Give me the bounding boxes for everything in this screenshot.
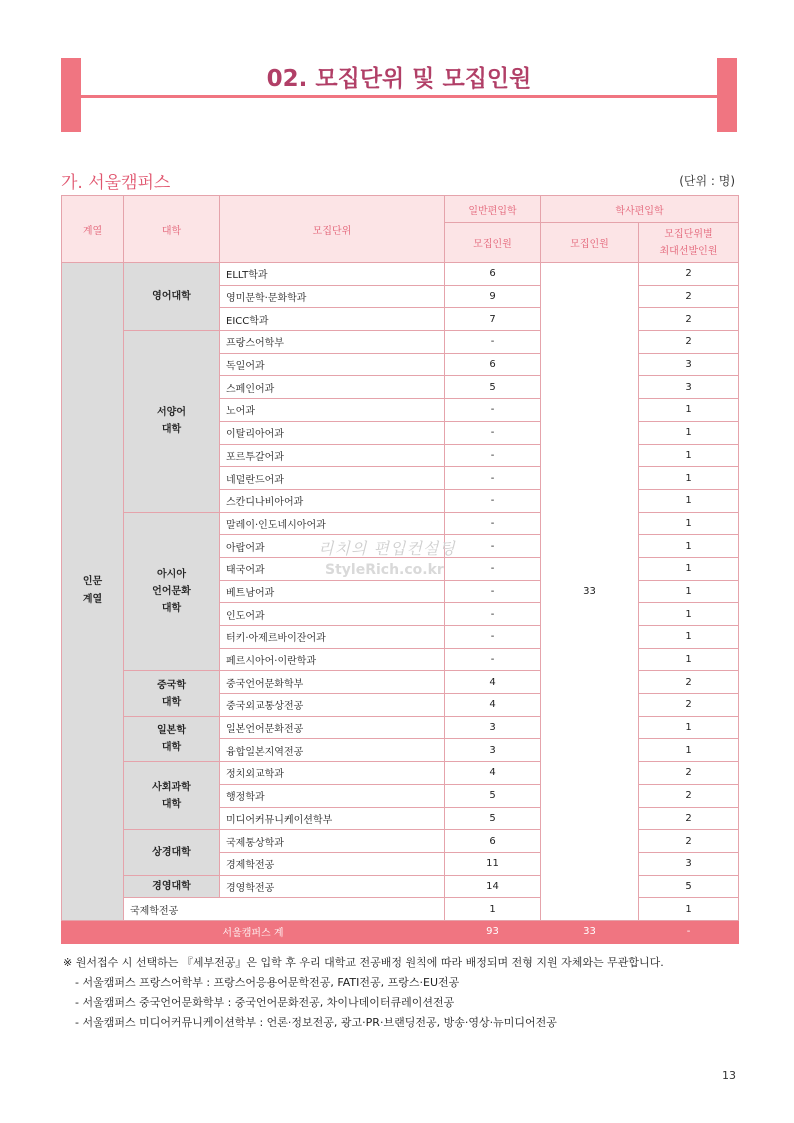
bachelor-quota-cell: 33 bbox=[541, 263, 639, 921]
department-cell: 행정학과 bbox=[220, 784, 445, 807]
general-quota-cell: - bbox=[445, 535, 541, 558]
general-quota-cell: - bbox=[445, 421, 541, 444]
max-selection-cell: 2 bbox=[639, 285, 739, 308]
max-selection-cell: 2 bbox=[639, 830, 739, 853]
general-quota-cell: 3 bbox=[445, 716, 541, 739]
header-category: 계열 bbox=[62, 196, 124, 263]
department-cell: 스칸디나비아어과 bbox=[220, 489, 445, 512]
department-cell: 태국어과 bbox=[220, 557, 445, 580]
max-selection-cell: 5 bbox=[639, 875, 739, 898]
max-selection-cell: 1 bbox=[639, 603, 739, 626]
department-cell: 융합일본지역전공 bbox=[220, 739, 445, 762]
max-selection-cell: 1 bbox=[639, 626, 739, 649]
max-selection-cell: 2 bbox=[639, 762, 739, 785]
general-quota-cell: 5 bbox=[445, 784, 541, 807]
general-quota-cell: 9 bbox=[445, 285, 541, 308]
total-max: - bbox=[639, 920, 739, 943]
watermark-url: StyleRich.co.kr bbox=[325, 562, 444, 578]
department-cell: 국제통상학과 bbox=[220, 830, 445, 853]
college-cell: 중국학 대학 bbox=[124, 671, 220, 716]
max-selection-cell: 2 bbox=[639, 671, 739, 694]
general-quota-cell: 14 bbox=[445, 875, 541, 898]
total-row bbox=[62, 920, 739, 943]
college-cell: 상경대학 bbox=[124, 830, 220, 875]
general-quota-cell: 7 bbox=[445, 308, 541, 331]
general-quota-cell: 4 bbox=[445, 694, 541, 717]
max-selection-cell: 1 bbox=[639, 399, 739, 422]
max-selection-cell: 2 bbox=[639, 331, 739, 354]
general-quota-cell: 6 bbox=[445, 353, 541, 376]
department-cell: 터키·아제르바이잔어과 bbox=[220, 626, 445, 649]
general-quota-cell: - bbox=[445, 557, 541, 580]
department-cell: 노어과 bbox=[220, 399, 445, 422]
department-cell: 경제학전공 bbox=[220, 852, 445, 875]
general-quota-cell: - bbox=[445, 580, 541, 603]
category-cell: 인문 계열 bbox=[62, 263, 124, 921]
max-selection-cell: 2 bbox=[639, 263, 739, 286]
department-cell: 말레이·인도네시아어과 bbox=[220, 512, 445, 535]
max-selection-cell: 1 bbox=[639, 716, 739, 739]
general-quota-cell: - bbox=[445, 444, 541, 467]
max-selection-cell: 1 bbox=[639, 739, 739, 762]
total-label: 서울캠퍼스 계 bbox=[62, 920, 445, 943]
max-selection-cell: 1 bbox=[639, 535, 739, 558]
department-cell: 포르투갈어과 bbox=[220, 444, 445, 467]
general-quota-cell: - bbox=[445, 331, 541, 354]
general-quota-cell: - bbox=[445, 399, 541, 422]
general-quota-cell: - bbox=[445, 489, 541, 512]
department-cell: 스페인어과 bbox=[220, 376, 445, 399]
department-cell: EICC학과 bbox=[220, 308, 445, 331]
general-quota-cell: 4 bbox=[445, 671, 541, 694]
college-cell: 서양어 대학 bbox=[124, 331, 220, 513]
general-quota-cell: 3 bbox=[445, 739, 541, 762]
header-bachelor: 학사편입학 bbox=[541, 196, 739, 223]
note-item: - 서울캠퍼스 중국언어문화학부 : 중국언어문화전공, 차이나데이터큐레이션전공 bbox=[75, 996, 455, 1009]
section-title: 가. 서울캠퍼스 bbox=[61, 173, 171, 193]
general-quota-cell: 6 bbox=[445, 263, 541, 286]
max-selection-cell: 1 bbox=[639, 444, 739, 467]
college-cell: 사회과학 대학 bbox=[124, 762, 220, 830]
general-quota-cell: 4 bbox=[445, 762, 541, 785]
max-selection-cell: 1 bbox=[639, 557, 739, 580]
department-cell: 중국외교통상전공 bbox=[220, 694, 445, 717]
general-quota-cell: 5 bbox=[445, 807, 541, 830]
total-general: 93 bbox=[445, 920, 541, 943]
notes bbox=[63, 953, 664, 1033]
header-bachelor-max: 모집단위별 최대선발인원 bbox=[639, 223, 739, 263]
header-college: 대학 bbox=[124, 196, 220, 263]
max-selection-cell: 2 bbox=[639, 308, 739, 331]
department-cell: 경영학전공 bbox=[220, 875, 445, 898]
department-cell: 중국언어문화학부 bbox=[220, 671, 445, 694]
college-cell: 아시아 언어문화 대학 bbox=[124, 512, 220, 671]
general-quota-cell: 1 bbox=[445, 898, 541, 921]
note-item: - 서울캠퍼스 미디어커뮤니케이션학부 : 언론·정보전공, 광고·PR·브랜딩전공, 방송·영상·뉴미디어전공 bbox=[75, 1016, 557, 1029]
department-cell: 베트남어과 bbox=[220, 580, 445, 603]
department-cell: 인도어과 bbox=[220, 603, 445, 626]
department-cell: 독일어과 bbox=[220, 353, 445, 376]
department-cell: 네덜란드어과 bbox=[220, 467, 445, 490]
max-selection-cell: 2 bbox=[639, 807, 739, 830]
department-cell: 페르시아어·이란학과 bbox=[220, 648, 445, 671]
unit-label: (단위 : 명) bbox=[679, 174, 735, 188]
general-quota-cell: - bbox=[445, 626, 541, 649]
table-body bbox=[62, 263, 739, 944]
max-selection-cell: 3 bbox=[639, 852, 739, 875]
college-cell: 경영대학 bbox=[124, 875, 220, 898]
max-selection-cell: 1 bbox=[639, 648, 739, 671]
department-cell: 일본언어문화전공 bbox=[220, 716, 445, 739]
max-selection-cell: 2 bbox=[639, 694, 739, 717]
general-quota-cell: 6 bbox=[445, 830, 541, 853]
department-cell: ELLT학과 bbox=[220, 263, 445, 286]
general-quota-cell: - bbox=[445, 603, 541, 626]
watermark-text: 리치의 편입컨설팅 bbox=[318, 539, 456, 558]
header-general-quota: 모집인원 bbox=[445, 223, 541, 263]
table-row bbox=[62, 263, 739, 286]
general-quota-cell: 11 bbox=[445, 852, 541, 875]
max-selection-cell: 1 bbox=[639, 467, 739, 490]
general-quota-cell: - bbox=[445, 648, 541, 671]
college-cell: 영어대학 bbox=[124, 263, 220, 331]
general-quota-cell: - bbox=[445, 512, 541, 535]
college-cell: 일본학 대학 bbox=[124, 716, 220, 761]
header-department: 모집단위 bbox=[220, 196, 445, 263]
total-bachelor: 33 bbox=[541, 920, 639, 943]
header-bachelor-quota: 모집인원 bbox=[541, 223, 639, 263]
general-quota-cell: 5 bbox=[445, 376, 541, 399]
department-cell: 영미문학·문화학과 bbox=[220, 285, 445, 308]
max-selection-cell: 1 bbox=[639, 421, 739, 444]
department-cell: 미디어커뮤니케이션학부 bbox=[220, 807, 445, 830]
page-number: 13 bbox=[722, 1069, 736, 1082]
page-title: 02. 모집단위 및 모집인원 bbox=[266, 66, 532, 92]
header-general: 일반편입학 bbox=[445, 196, 541, 223]
max-selection-cell: 1 bbox=[639, 898, 739, 921]
max-selection-cell: 1 bbox=[639, 512, 739, 535]
note-item: - 서울캠퍼스 프랑스어학부 : 프랑스어응용어문학전공, FATI전공, 프랑스·EU전공 bbox=[75, 976, 460, 989]
department-cell: 이탈리아어과 bbox=[220, 421, 445, 444]
title-banner bbox=[61, 58, 737, 132]
max-selection-cell: 2 bbox=[639, 784, 739, 807]
department-cell: 국제학전공 bbox=[124, 898, 445, 921]
note-main: ※ 원서접수 시 선택하는 『세부전공』은 입학 후 우리 대학교 전공배정 원칙에 따라 배정되며 전형 지원 자체와는 무관합니다. bbox=[63, 956, 664, 969]
max-selection-cell: 3 bbox=[639, 376, 739, 399]
max-selection-cell: 1 bbox=[639, 580, 739, 603]
max-selection-cell: 1 bbox=[639, 489, 739, 512]
department-cell: 프랑스어학부 bbox=[220, 331, 445, 354]
department-cell: 아랍어과 bbox=[220, 535, 445, 558]
department-cell: 정치외교학과 bbox=[220, 762, 445, 785]
max-selection-cell: 3 bbox=[639, 353, 739, 376]
general-quota-cell: - bbox=[445, 467, 541, 490]
banner-line bbox=[81, 95, 717, 98]
